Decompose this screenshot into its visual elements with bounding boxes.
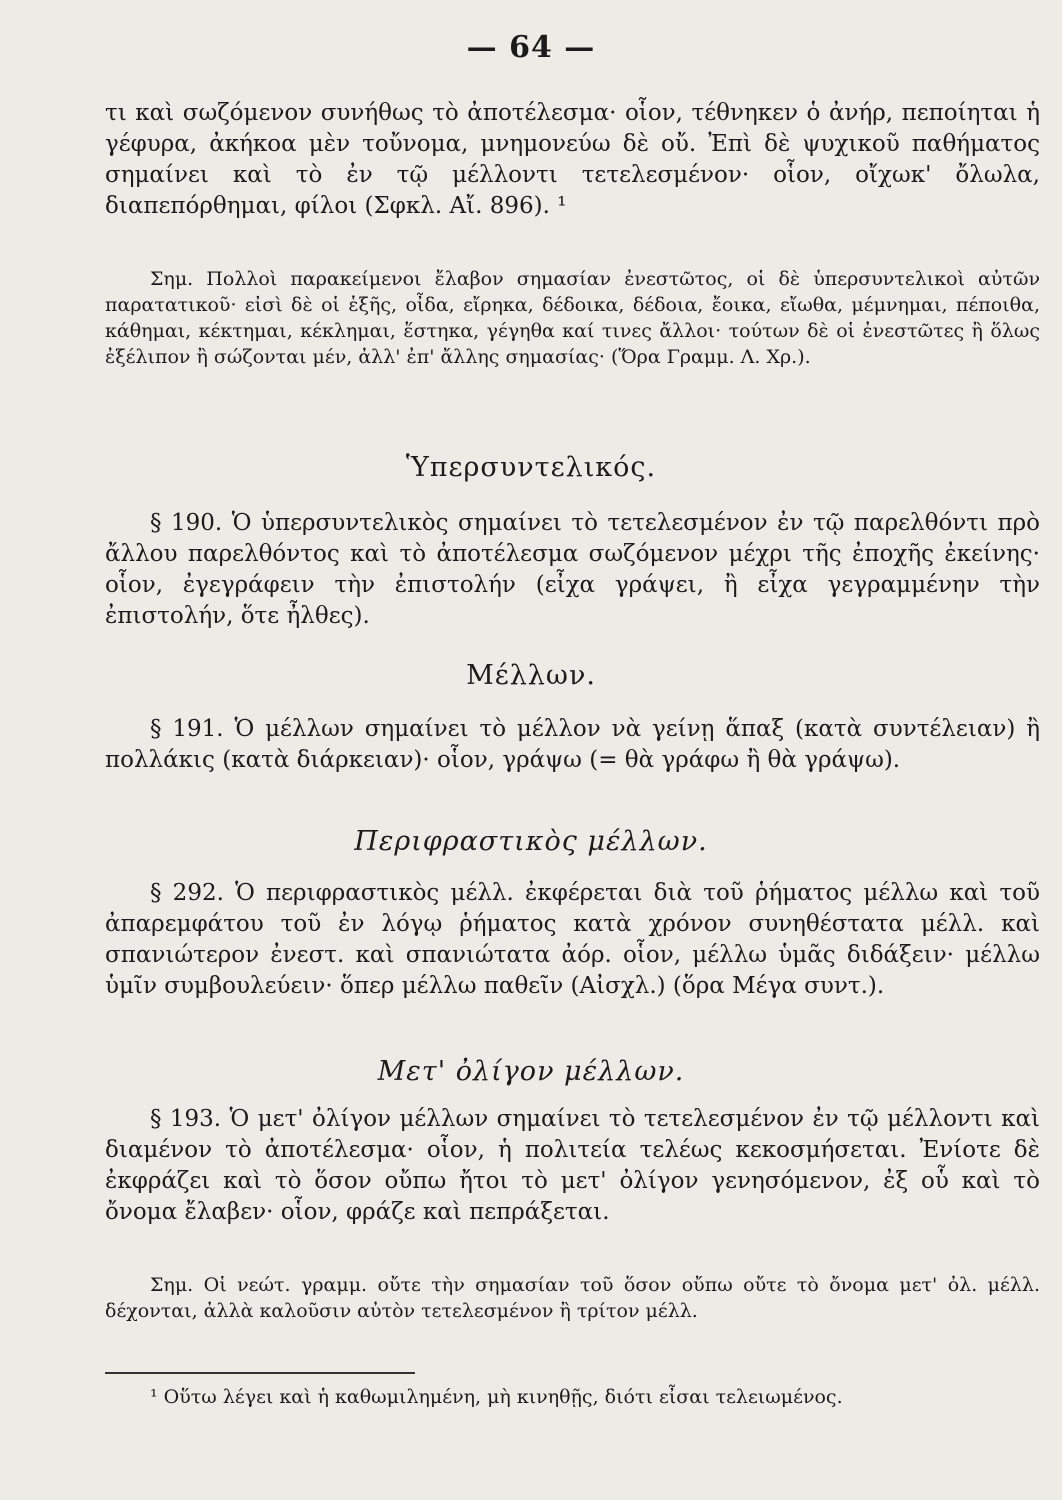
section-heading-periphrastikos: Περιφραστικὸς μέλλων.: [354, 826, 708, 857]
note-2: [105, 1272, 1040, 1324]
paragraph-292: [105, 878, 1040, 1002]
paragraph-193-text: § 193. Ὁ μετ' ὀλίγον μέλλων σημαίνει τὸ τετελεσμένον ἐν τῷ μέλλοντι καὶ διαμένον τὸ ἀποτέλεσμα· οἷον, ἡ πολιτεία τελέως κεκοσμήσεται. Ἐνίοτε δὲ ἐκφράζει καὶ τὸ ὅσον οὔπω ἤτοι τὸ μετ' ὀλίγον γενησόμενον, ἐξ οὗ καὶ τὸ ὄνομα ἔλαβεν· οἷον, φράζε καὶ πεπράξεται.: [105, 1106, 1040, 1225]
section-heading-hypersyntelikos: Ὑπερσυντελικός.: [405, 452, 657, 483]
note-1-text: Σημ. Πολλοὶ παρακείμενοι ἔλαβον σημασίαν ἐνεστῶτος, οἱ δὲ ὑπερσυντελικοὶ αὐτῶν παρατατικοῦ· εἰσὶ δὲ οἱ ἑξῆς, οἶδα, εἴρηκα, δέδοικα, δέδοια, ἔοικα, εἴωθα, μέμνημαι, πέποιθα, κάθημαι, κέκτημαι, κέκλημαι, ἕστηκα, γέγηθα καί τινες ἄλλοι· τούτων δὲ οἱ ἐνεστῶτες ἢ ὅλως ἐξέλιπον ἢ σώζονται μέν, ἀλλ' ἐπ' ἄλλης σημασίας· (Ὅρα Γραμμ. Λ. Χρ.).: [105, 268, 1040, 368]
footnote: [105, 1384, 1040, 1410]
note-1: [105, 266, 1040, 370]
section-heading-mellon: Μέλλων.: [466, 660, 596, 691]
paragraph-191: [105, 714, 1040, 776]
page-number: — 64 —: [466, 30, 596, 65]
paragraph-191-text: § 191. Ὁ μέλλων σημαίνει τὸ μέλλον νὰ γείνῃ ἅπαξ (κατὰ συντέλειαν) ἢ πολλάκις (κατὰ διάρκειαν)· οἷον, γράψω (= θὰ γράφω ἢ θὰ γράψω).: [105, 716, 1040, 773]
paragraph-190: [105, 508, 1040, 632]
note-2-text: Σημ. Οἱ νεώτ. γραμμ. οὔτε τὴν σημασίαν τοῦ ὅσον οὔπω οὔτε τὸ ὄνομα μετ' ὀλ. μέλλ. δέχονται, ἀλλὰ καλοῦσιν αὐτὸν τετελεσμένον ἢ τρίτον μέλλ.: [105, 1274, 1040, 1322]
paragraph-193: [105, 1104, 1040, 1228]
footnote-text: ¹ Οὕτω λέγει καὶ ἡ καθωμιλημένη, μὴ κινηθῇς, διότι εἶσαι τελειωμένος.: [150, 1386, 843, 1408]
paragraph-intro: [105, 98, 1040, 222]
footnote-divider: [105, 1372, 415, 1374]
paragraph-intro-text: τι καὶ σωζόμενον συνήθως τὸ ἀποτέλεσμα· οἷον, τέθνηκεν ὁ ἀνήρ, πεποίηται ἡ γέφυρα, ἀκήκοα μὲν τοὔνομα, μνημονεύω δὲ οὔ. Ἐπὶ δὲ ψυχικοῦ παθήματος σημαίνει καὶ τὸ ἐν τῷ μέλλοντι τετελεσμένον· οἷον, οἴχωκ' ὄλωλα, διαπεπόρθημαι, φίλοι (Σφκλ. Αἴ. 896). ¹: [105, 100, 1040, 219]
paragraph-190-text: § 190. Ὁ ὑπερσυντελικὸς σημαίνει τὸ τετελεσμένον ἐν τῷ παρελθόντι πρὸ ἄλλου παρελθόντος καὶ τὸ ἀποτέλεσμα σωζόμενον μέχρι τῆς ἐποχῆς ἐκείνης· οἷον, ἐγεγράφειν τὴν ἐπιστολήν (εἶχα γράψει, ἢ εἶχα γεγραμμένην τὴν ἐπιστολήν, ὅτε ἦλθες).: [105, 510, 1040, 629]
paragraph-292-text: § 292. Ὁ περιφραστικὸς μέλλ. ἐκφέρεται διὰ τοῦ ῥήματος μέλλω καὶ τοῦ ἀπαρεμφάτου τοῦ ἐν λόγῳ ῥήματος κατὰ χρόνον συνηθέστατα μέλλ. καὶ σπανιώτερον ἐνεστ. καὶ σπανιώτατα ἀόρ. οἷον, μέλλω ὑμᾶς διδάξειν· μέλλω ὑμῖν συμβουλεύειν· ὅπερ μέλλω παθεῖν (Αἰσχλ.) (ὅρα Μέγα συντ.).: [105, 880, 1040, 999]
section-heading-met-oligon: Μετ' ὀλίγον μέλλων.: [377, 1056, 685, 1087]
